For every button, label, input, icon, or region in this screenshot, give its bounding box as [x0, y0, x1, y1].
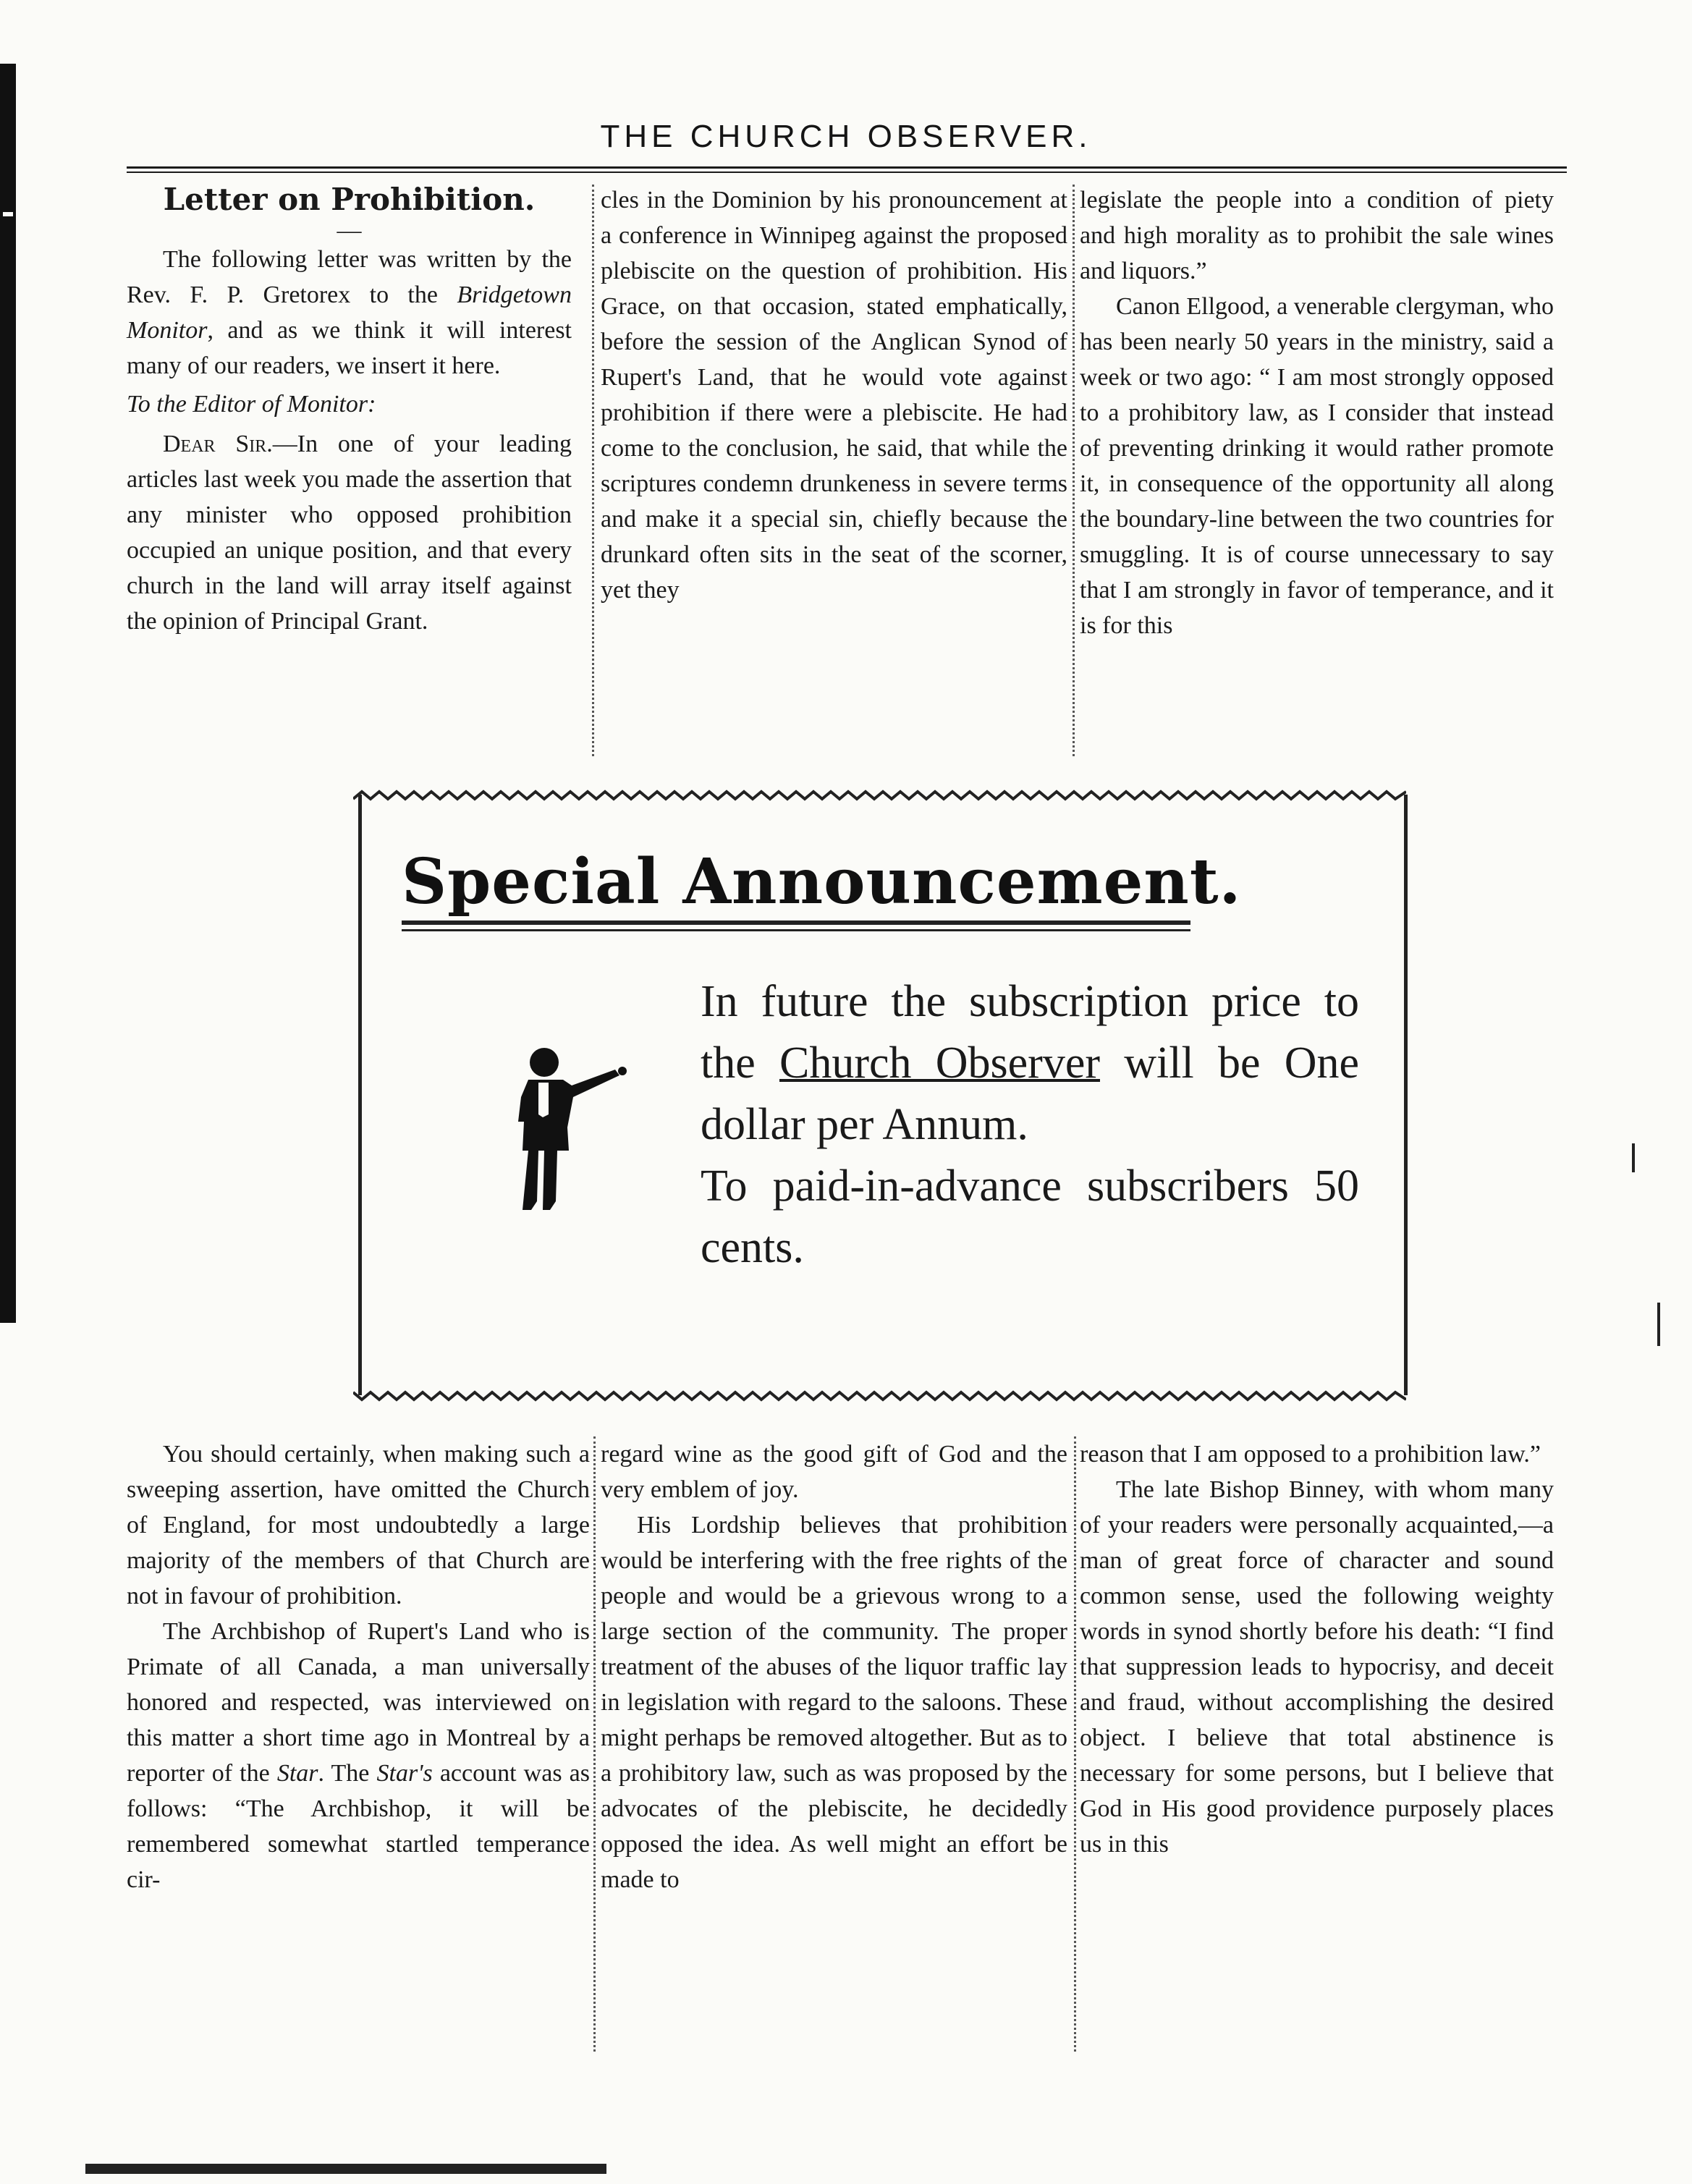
column-rule [593, 1436, 596, 2052]
paragraph-1 [127, 426, 572, 639]
col3-bottom-para-b: The late Bishop Binney, with whom many of your readers were personally acquainted,—a man of great force of character and sound common sense, used the following weighty words in synod shortly before his death: “I find that suppression leads to hypocrisy, and deceit and fraud, without accomplishing the desired object. I believe that total abstinence is necessary for some persons, but I believe that God in His good providence purposely places us in this [1080, 1476, 1554, 1858]
scan-mark [1657, 1303, 1660, 1346]
col3-bottom-para-a: reason that I am opposed to a prohibition law.” [1080, 1441, 1541, 1468]
column-3-bottom [1080, 1436, 1554, 1862]
canon-ellgood-paragraph: Canon Ellgood, a venerable clergyman, who has been nearly 50 years in the ministry, said a week or two ago: “ I am most strongly opposed to a prohibitory law, as I consider that instead of preventing drinking it would rather promote it, in consequence of the opportunity all along the boundary-line between the two countries for smuggling. It is of course unnecessary to say that I am strongly in favor of temperance, and it is for this [1080, 293, 1554, 639]
running-head: THE CHURCH OBSERVER. [600, 119, 1092, 154]
paper-name: Church Observer [779, 1038, 1100, 1088]
announcement-line-1 [701, 971, 1359, 1156]
column-1-bottom [127, 1436, 590, 1897]
announcement-text [701, 971, 1359, 1279]
monitor-name: Bridgetown Monitor [127, 282, 572, 344]
scan-bottom-bar [85, 2164, 606, 2174]
scan-edge-bar [0, 64, 16, 1323]
header-rule-thin [127, 172, 1567, 173]
col3-top-text: legislate the people into a condition of piety and high morality as to prohibit the sale wines and liquors.” [1080, 187, 1554, 284]
header-rule [127, 166, 1567, 169]
announcement-rule-thin [402, 929, 1190, 931]
dear-sir: Dear Sir. [163, 431, 273, 457]
announcement-line-2: To paid-in-advance subscribers 50 cents. [701, 1161, 1359, 1272]
announcement-rule [402, 920, 1190, 925]
intro-text: The following letter was written by the Rev. F. P. Gretorex to the [127, 246, 572, 308]
column-rule [592, 185, 594, 756]
column-2-top [601, 182, 1067, 608]
archbishop-text: The Archbishop of Rupert's Land who is Primate of all Canada, a man universally honored and respected, was interviewed on this matter a short time ago in Montreal by a reporter of the [127, 1618, 590, 1787]
col2-bottom-para-b: His Lordship believes that prohibition would be interfering with the free rights of the people and would be a grievous wrong to a large section of the community. The proper treatment of the abuses of the liquor traffic lay in legislation with regard to the saloons. These might perhaps be removed altogether. But as to a prohibitory law, such as was proposed by the advocates of the plebiscite, he decidedly opposed the idea. As well might an effort be made to [601, 1512, 1067, 1893]
star-name: Star [276, 1760, 318, 1787]
archbishop-text-end: account was as follows: “The Archbishop, it will be remembered somewhat startled temperance cir- [127, 1760, 590, 1893]
column-2-bottom [601, 1436, 1067, 1897]
price-text: In future the subscription price to the [701, 977, 1359, 1088]
column-rule [1074, 1436, 1076, 2052]
col2-top-text: cles in the Dominion by his pronouncement at a conference in Winnipeg against the proposed plebiscite on the question of prohibition. His Grace, on that occasion, stated emphatically, before the session of the Anglican Synod of Rupert's Land, that he would vote against prohibition if there were a plebiscite. He had come to the conclusion, he said, that while the scriptures condemn drunkeness in severe terms and make it a special sin, chiefly because the drunkard often sits in the seat of the scorner, yet they [601, 187, 1067, 604]
intro-text-end: , and as we think it will interest many of our readers, we insert it here. [127, 317, 572, 379]
wavy-border-bottom [353, 1388, 1406, 1402]
paragraph-1-text: —In one of your leading articles last week you made the assertion that any minister who opposed prohibition occupied an unique position, and that every church in the land will array itself against the opinion of Principal Grant. [127, 431, 572, 635]
intro-paragraph [127, 242, 572, 384]
price-text-end: will be One dollar per Annum. [701, 1038, 1359, 1149]
column-rule [1073, 185, 1075, 756]
stars-name: Star's [376, 1760, 433, 1787]
column-3-top [1080, 182, 1554, 643]
col1-bottom-para-a: You should certainly, when making such a sweeping assertion, have omitted the Church of England, for most undoubtedly a large majority of the members of that Church are not in favour of prohibition. [127, 1441, 590, 1609]
article-title: Letter on Prohibition. [163, 182, 536, 217]
pointing-man-figure [507, 1042, 630, 1216]
col1-bottom-para-b [127, 1614, 590, 1897]
column-1-top [127, 179, 572, 639]
salutation: To the Editor of Monitor: [127, 391, 376, 418]
col2-bottom-para-a: regard wine as the good gift of God and the very emblem of joy. [601, 1441, 1067, 1503]
title-dash: — [337, 217, 362, 244]
announcement-title: Special Announcement. [402, 845, 1242, 918]
archbishop-text-mid: . The [318, 1760, 377, 1787]
scan-mark [1632, 1143, 1635, 1172]
